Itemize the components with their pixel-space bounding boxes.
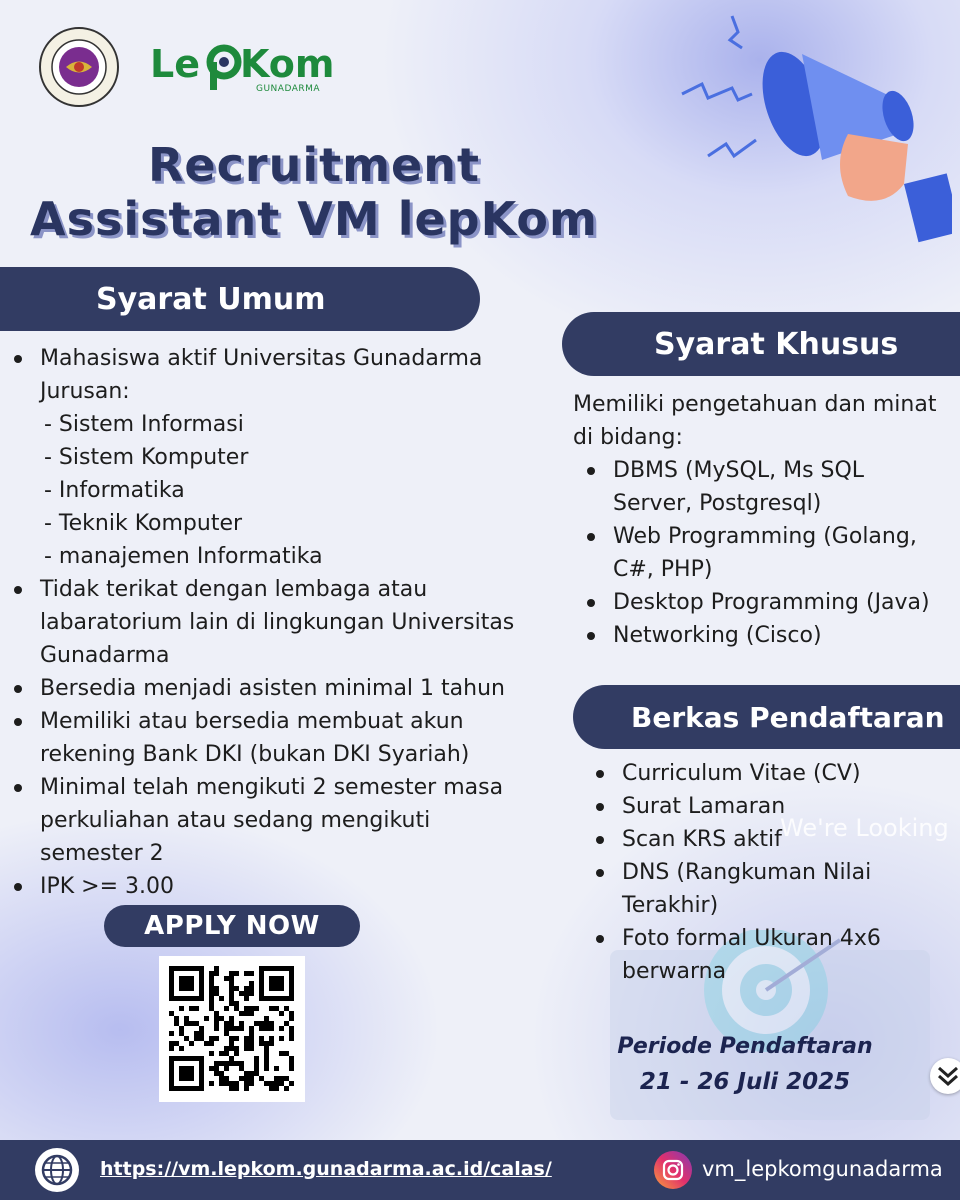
major-item: - Sistem Informasi xyxy=(44,412,244,437)
major-item: - Sistem Komputer xyxy=(44,445,249,470)
list-item: Surat Lamaran xyxy=(586,790,926,823)
periode-block xyxy=(610,1030,880,1100)
syarat-khusus-content xyxy=(573,388,943,652)
syarat-khusus-heading: Syarat Khusus xyxy=(654,326,899,362)
list-item: DNS (Rangkuman Nilai Terakhir) xyxy=(586,856,926,922)
major-item: - manajemen Informatika xyxy=(44,544,323,569)
list-item: Foto formal Ukuran 4x6 berwarna xyxy=(586,922,926,988)
list-item: Memiliki atau bersedia membuat akun rekening Bank DKI (bukan DKI Syariah) xyxy=(4,705,524,771)
list-item: Tidak terikat dengan lembaga atau labaratorium lain di lingkungan Universitas Gunadarma xyxy=(4,573,524,672)
syarat-umum-heading: Syarat Umum xyxy=(96,281,326,317)
syarat-umum-list xyxy=(4,342,524,903)
lepkom-logo-left: Le xyxy=(150,42,200,86)
list-item: DBMS (MySQL, Ms SQL Server, Postgresql) xyxy=(577,454,943,520)
periode-dates: 21 - 26 Juli 2025 xyxy=(639,1069,851,1095)
instagram-handle[interactable]: vm_lepkomgunadarma xyxy=(702,1157,943,1181)
berkas-list xyxy=(586,757,926,988)
syarat-khusus-header xyxy=(562,312,960,376)
berkas-header xyxy=(573,685,960,749)
footer-bar xyxy=(0,1140,960,1200)
list-item: Web Programming (Golang, C#, PHP) xyxy=(577,520,943,586)
chevron-down-icon[interactable] xyxy=(930,1058,960,1094)
major-list xyxy=(40,408,524,573)
list-item: IPK >= 3.00 xyxy=(4,870,524,903)
lepkom-logo xyxy=(150,40,335,100)
footer-url-link[interactable]: https://vm.lepkom.gunadarma.ac.id/calas/ xyxy=(100,1158,552,1180)
title-line-2: Assistant VM lepKom xyxy=(30,192,598,246)
syarat-umum-header xyxy=(0,267,480,331)
lepkom-logo-sub: GUNADARMA xyxy=(256,84,321,94)
list-item xyxy=(4,342,524,573)
list-item: Desktop Programming (Java) xyxy=(577,586,943,619)
qr-code[interactable] xyxy=(159,956,305,1102)
list-item: Curriculum Vitae (CV) xyxy=(586,757,926,790)
list-item: Scan KRS aktif xyxy=(586,823,926,856)
lepkom-p-icon xyxy=(204,44,244,94)
globe-icon xyxy=(35,1148,79,1192)
lepkom-logo-right: Kom xyxy=(240,42,335,86)
title-line-1: Recruitment xyxy=(148,138,480,192)
megaphone-illustration xyxy=(672,14,952,254)
university-seal-logo xyxy=(38,26,120,108)
requirement-text: Mahasiswa aktif Universitas Gunadarma Jurusan: xyxy=(40,346,483,404)
watermark-text: We're Looking xyxy=(780,814,949,842)
major-item: - Informatika xyxy=(44,478,185,503)
megaphone-icon xyxy=(672,14,952,254)
apply-now-label: APPLY NOW xyxy=(144,911,320,941)
instagram-icon xyxy=(654,1151,692,1189)
periode-label: Periode Pendaftaran xyxy=(617,1034,873,1059)
apply-now-button[interactable] xyxy=(104,905,360,947)
list-item: Minimal telah mengikuti 2 semester masa perkuliahan atau sedang mengikuti semester 2 xyxy=(4,771,524,870)
syarat-khusus-intro: Memiliki pengetahuan dan minat di bidang: xyxy=(573,392,937,450)
list-item: Networking (Cisco) xyxy=(577,619,943,652)
list-item: Bersedia menjadi asisten minimal 1 tahun xyxy=(4,672,524,705)
poster-title xyxy=(0,138,628,246)
major-item: - Teknik Komputer xyxy=(44,511,243,536)
berkas-heading: Berkas Pendaftaran xyxy=(631,700,945,734)
